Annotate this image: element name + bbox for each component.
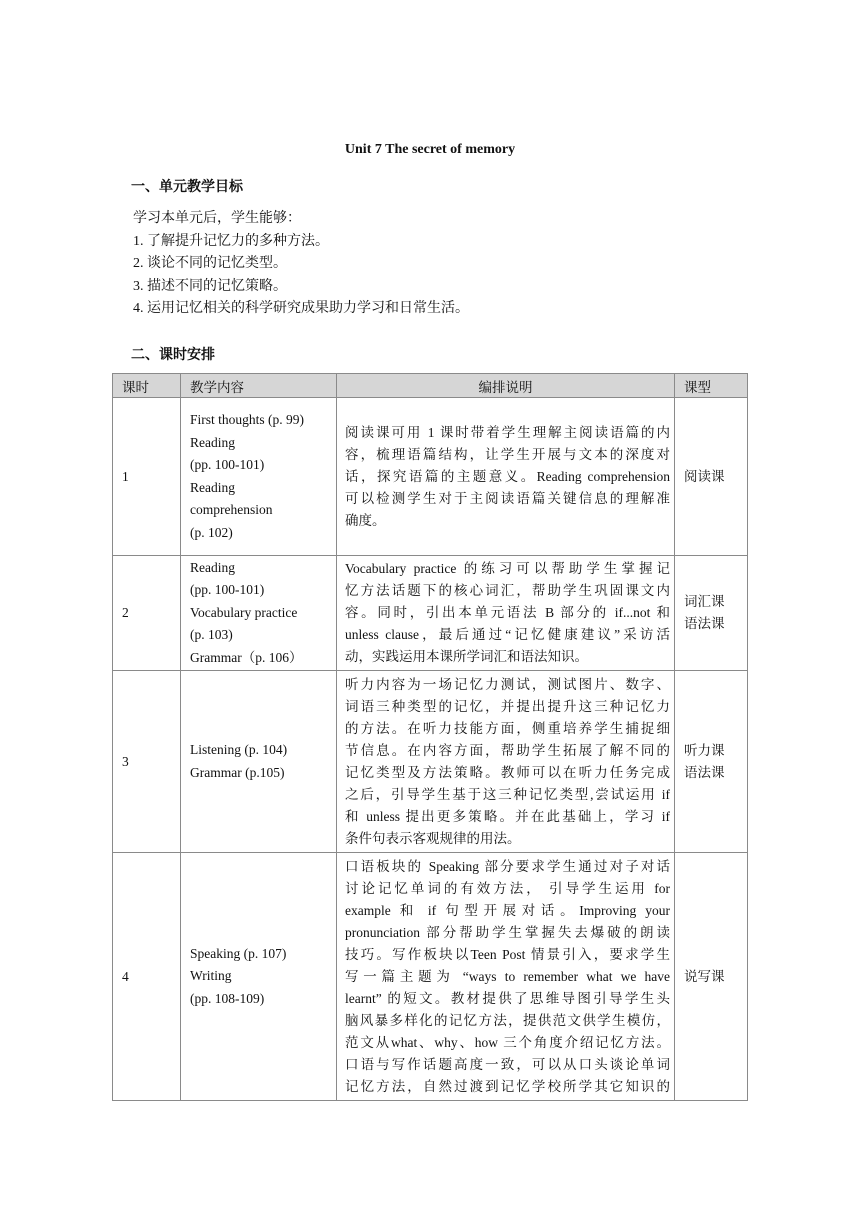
notes-line: 讨论记忆单词的有效方法， 引导学生运用 for xyxy=(345,880,670,896)
header-lesson: 课时 xyxy=(113,374,181,398)
lesson-content xyxy=(181,398,337,556)
lesson-type xyxy=(675,398,748,556)
content-line: (pp. 100-101) xyxy=(190,582,265,598)
notes-line: 口语板块的 Speaking 部分要求学生通过对子对话 xyxy=(345,858,670,874)
table-row xyxy=(113,398,748,556)
notes-line: 记忆类型及方法策略。教师可以在听力任务完成 xyxy=(345,764,670,780)
notes-line: unless clause，最后通过“记忆健康建议”采访活 xyxy=(345,627,670,642)
content-line: Speaking (p. 107) xyxy=(190,945,287,961)
content-line: comprehension xyxy=(190,502,273,517)
table-header-row xyxy=(113,374,748,398)
content-line: Grammar（p. 106） xyxy=(190,649,303,665)
goals-list xyxy=(133,208,469,321)
type-line: 听力课 xyxy=(684,742,725,758)
header-content: 教学内容 xyxy=(181,374,337,398)
notes-line: 技巧。写作板块以Teen Post 情景引入，要求学生 xyxy=(345,946,670,962)
notes-line: 阅读课可用 1 课时带着学生理解主阅读语篇的内 xyxy=(345,424,670,440)
table-row xyxy=(113,671,748,853)
notes-line: 口语与写作话题高度一致，可以从口头谈论单词 xyxy=(345,1056,670,1072)
notes-line: 容，梳理语篇结构，让学生开展与文本的深度对 xyxy=(345,446,670,462)
content-line: (pp. 108-109) xyxy=(190,990,265,1006)
type-line: 说写课 xyxy=(684,968,725,984)
content-line: Reading xyxy=(190,434,235,450)
content-line: Listening (p. 104) xyxy=(190,742,288,757)
lesson-content xyxy=(181,853,337,1101)
notes-line: 话，探究语篇的主题意义。Reading comprehension xyxy=(345,468,670,484)
goal-item: 3. 描述不同的记忆策略。 xyxy=(133,278,287,294)
content-line: (pp. 100-101) xyxy=(190,457,265,472)
schedule-table xyxy=(112,373,748,1101)
lesson-type xyxy=(675,853,748,1101)
notes-line: 确度。 xyxy=(345,512,386,528)
goal-item: 1. 了解提升记忆力的多种方法。 xyxy=(133,233,329,249)
lesson-number: 1 xyxy=(113,398,181,556)
table-row xyxy=(113,556,748,671)
type-line: 语法课 xyxy=(684,616,725,631)
notes-line: 的方法。在听力技能方面，侧重培养学生捕捉细 xyxy=(345,720,670,736)
notes-line: 可以检测学生对于主阅读语篇关键信息的理解准 xyxy=(345,490,670,506)
content-line: (p. 103) xyxy=(190,627,233,643)
lesson-number: 4 xyxy=(113,853,181,1101)
notes-line: 动，实践运用本课所学词汇和语法知识。 xyxy=(345,649,588,664)
notes-line: 容。同时，引出本单元语法 B 部分的 if...not 和 xyxy=(345,605,670,620)
content-line: First thoughts (p. 99) xyxy=(190,412,305,427)
lesson-notes xyxy=(337,398,675,556)
content-line: Reading xyxy=(190,479,235,495)
content-line: Grammar (p.105) xyxy=(190,764,285,780)
lesson-content xyxy=(181,671,337,853)
notes-line: 忆方法话题下的核心词汇，帮助学生巩固课文内 xyxy=(345,583,670,598)
notes-line: 节信息。在内容方面，帮助学生拓展了解不同的 xyxy=(345,742,670,758)
type-line: 阅读课 xyxy=(684,468,725,484)
section-heading-goals: 一、单元教学目标 xyxy=(131,180,243,195)
notes-line: 和 unless 提出更多策略。并在此基础上，学习 if xyxy=(345,808,670,824)
notes-line: 记忆方法，自然过渡到记忆学校所学其它知识的 xyxy=(345,1078,670,1094)
notes-line: 听力内容为一场记忆力测试，测试图片、数字、 xyxy=(345,676,670,692)
header-notes: 编排说明 xyxy=(337,374,675,398)
notes-line: 写一篇主题为 “ways to remember what we have xyxy=(345,968,670,984)
notes-line: 条件句表示客观规律的用法。 xyxy=(345,830,521,846)
content-line: (p. 102) xyxy=(190,524,233,540)
goal-item: 2. 谈论不同的记忆类型。 xyxy=(133,256,287,271)
document-title: Unit 7 The secret of memory xyxy=(344,142,516,157)
notes-line: 脑风暴多样化的记忆方法，提供范文供学生模仿， xyxy=(345,1012,670,1028)
notes-line: 词语三种类型的记忆，并提出提升这三种记忆力 xyxy=(345,698,670,714)
notes-line: example 和 if 句型开展对话。Improving your xyxy=(345,902,670,918)
content-line: Reading xyxy=(190,559,235,575)
lesson-number: 2 xyxy=(113,556,181,671)
goals-intro: 学习本单元后，学生能够： xyxy=(133,211,301,226)
notes-line: 之后，引导学生基于这三种记忆类型,尝试运用 if xyxy=(345,786,670,802)
notes-line: Vocabulary practice 的练习可以帮助学生掌握记 xyxy=(345,561,670,576)
lesson-notes xyxy=(337,556,675,671)
lesson-notes xyxy=(337,853,675,1101)
content-line: Vocabulary practice xyxy=(190,604,298,620)
type-line: 词汇课 xyxy=(684,594,725,609)
lesson-number: 3 xyxy=(113,671,181,853)
lesson-type xyxy=(675,671,748,853)
type-line: 语法课 xyxy=(684,764,725,780)
notes-line: pronunciation 部分帮助学生掌握失去爆破的朗读 xyxy=(345,924,670,940)
table-row xyxy=(113,853,748,1101)
goal-item: 4. 运用记忆相关的科学研究成果助力学习和日常生活。 xyxy=(133,301,469,316)
lesson-type xyxy=(675,556,748,671)
notes-line: learnt” 的短文。教材提供了思维导图引导学生头 xyxy=(345,990,670,1006)
notes-line: 范文从what、why、how 三个角度介绍记忆方法。 xyxy=(345,1034,670,1050)
lesson-content xyxy=(181,556,337,671)
content-line: Writing xyxy=(190,968,232,984)
lesson-notes xyxy=(337,671,675,853)
header-type: 课型 xyxy=(675,374,748,398)
section-heading-schedule: 二、课时安排 xyxy=(131,348,215,363)
